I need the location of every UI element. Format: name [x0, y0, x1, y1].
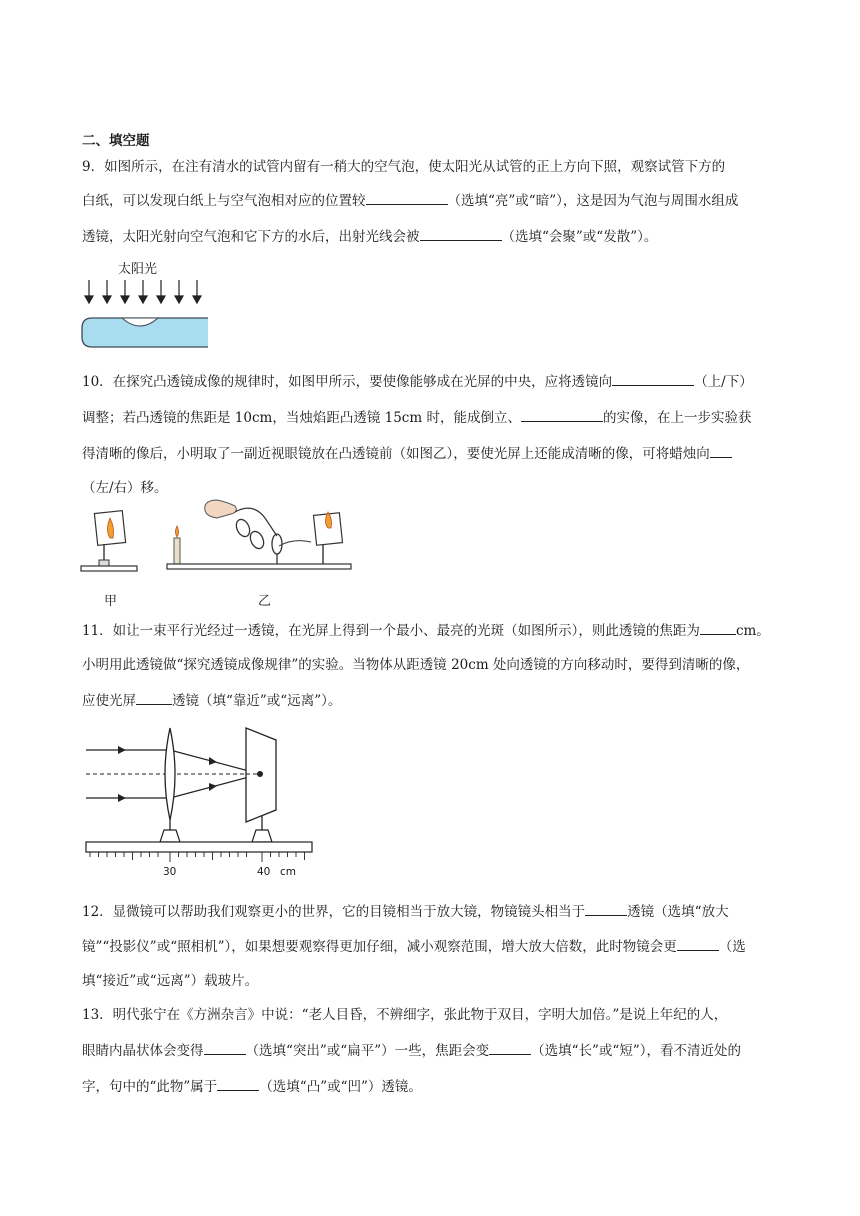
q13-line-1: 13．明代张宁在《方洲杂言》中说：“老人目昏，不辨细字，张此物于双目，字明大加倍。”是说上年纪的人，: [82, 1007, 728, 1023]
q11-line-2: 小明用此透镜做“探究透镜成像规律”的实验。当物体从距透镜 20cm 处向透镜的方向移动时，要得到清晰的像，: [82, 657, 750, 673]
ruler-tick-30: 30: [163, 866, 177, 878]
q10-line-1: 10．在探究凸透镜成像的规律时，如图甲所示，要使像能够成在光屏的中央，应将透镜向 （上/下）: [82, 371, 753, 392]
caption-jia: 甲: [104, 594, 118, 609]
q13-blank-1[interactable]: [204, 1040, 246, 1055]
optical-bench-icon: [81, 566, 137, 571]
caption-yi: 乙: [258, 594, 272, 609]
q11-blank-1[interactable]: [700, 620, 736, 635]
q10-blank-3[interactable]: [710, 443, 732, 458]
q11-figure-focal-length: [84, 722, 316, 882]
q9-figure-test-tube: [80, 258, 210, 350]
q12-line-2: 镜”“投影仪”或“照相机”），如果想要观察得更加仔细，减小观察范围，增大放大倍数，此时物镜会更 （选: [82, 936, 746, 957]
ruler-icon: [86, 842, 312, 852]
hand-icon: [205, 500, 237, 518]
q9-line-3: 透镜，太阳光射向空气泡和它下方的水后，出射光线会被 （选填“会聚”或“发散”）。: [82, 226, 657, 247]
light-spot-icon: [257, 771, 263, 777]
q10-figure-jia: [80, 498, 140, 574]
glasses-lens-right-icon: [248, 529, 266, 550]
q12-line-3: 填“接近”或“远离”）载玻片。: [82, 973, 259, 989]
q12-blank-1[interactable]: [585, 901, 627, 916]
lens-holder-icon: [160, 830, 180, 842]
convex-lens-icon: [165, 728, 175, 820]
candle-flame-icon: [176, 526, 179, 537]
sunlight-label: 太阳光: [118, 262, 158, 277]
q11-line-3: 应使光屏 透镜（填“靠近”或“远离”）。: [82, 690, 341, 711]
q11-line-1: 11．如让一束平行光经过一透镜，在光屏上得到一个最小、最亮的光斑（如图所示），则此透镜的焦距为 cm。: [82, 620, 770, 641]
q13-line-2: 眼睛内晶状体会变得 （选填“突出”或“扁平”）一些，焦距会变 （选填“长”或“短”），看不清近处的: [82, 1040, 741, 1061]
q9-blank-1[interactable]: [366, 190, 448, 205]
q12-line-1: 12．显微镜可以帮助我们观察更小的世界，它的目镜相当于放大镜，物镜镜头相当于 透镜（选填“放大: [82, 901, 729, 922]
q10-line-4: （左/右）移。: [82, 480, 168, 496]
ruler-unit: cm: [280, 866, 297, 878]
q10-line-3: 得清晰的像后，小明取了一副近视眼镜放在凸透镜前（如图乙），要使光屏上还能成清晰的像，可将蜡烛向: [82, 443, 732, 464]
q9-line-1: 9．如图所示，在注有清水的试管内留有一稍大的空气泡，使太阳光从试管的正上方向下照，观察试管下方的: [82, 159, 726, 175]
q10-blank-2[interactable]: [521, 407, 603, 422]
q13-blank-2[interactable]: [489, 1040, 531, 1055]
screen-holder-icon: [252, 830, 272, 842]
glasses-lens-left-icon: [234, 517, 252, 538]
q10-blank-1[interactable]: [612, 371, 694, 386]
q12-blank-2[interactable]: [677, 936, 719, 951]
q9-line-2: 白纸，可以发现白纸上与空气泡相对应的位置较 （选填“亮”或“暗”），这是因为气泡与周围水组成: [82, 190, 738, 211]
q11-blank-2[interactable]: [136, 690, 172, 705]
sunlight-arrows-icon: [85, 280, 201, 303]
q13-line-3: 字，句中的“此物”属于 （选填“凸”或“凹”）透镜。: [82, 1076, 422, 1097]
q9-blank-2[interactable]: [420, 226, 502, 241]
section-title: 二、填空题: [82, 133, 150, 149]
candle-icon: [174, 538, 180, 566]
q10-figure-yi: [165, 498, 355, 574]
q10-line-2: 调整；若凸透镜的焦距是 10cm，当烛焰距凸透镜 15cm 时，能成倒立、 的实像，在上一步实验获: [82, 407, 751, 428]
optical-bench-icon: [167, 564, 351, 569]
ruler-tick-40: 40: [257, 866, 271, 878]
q13-blank-3[interactable]: [217, 1076, 259, 1091]
convex-lens-icon: [272, 534, 282, 554]
